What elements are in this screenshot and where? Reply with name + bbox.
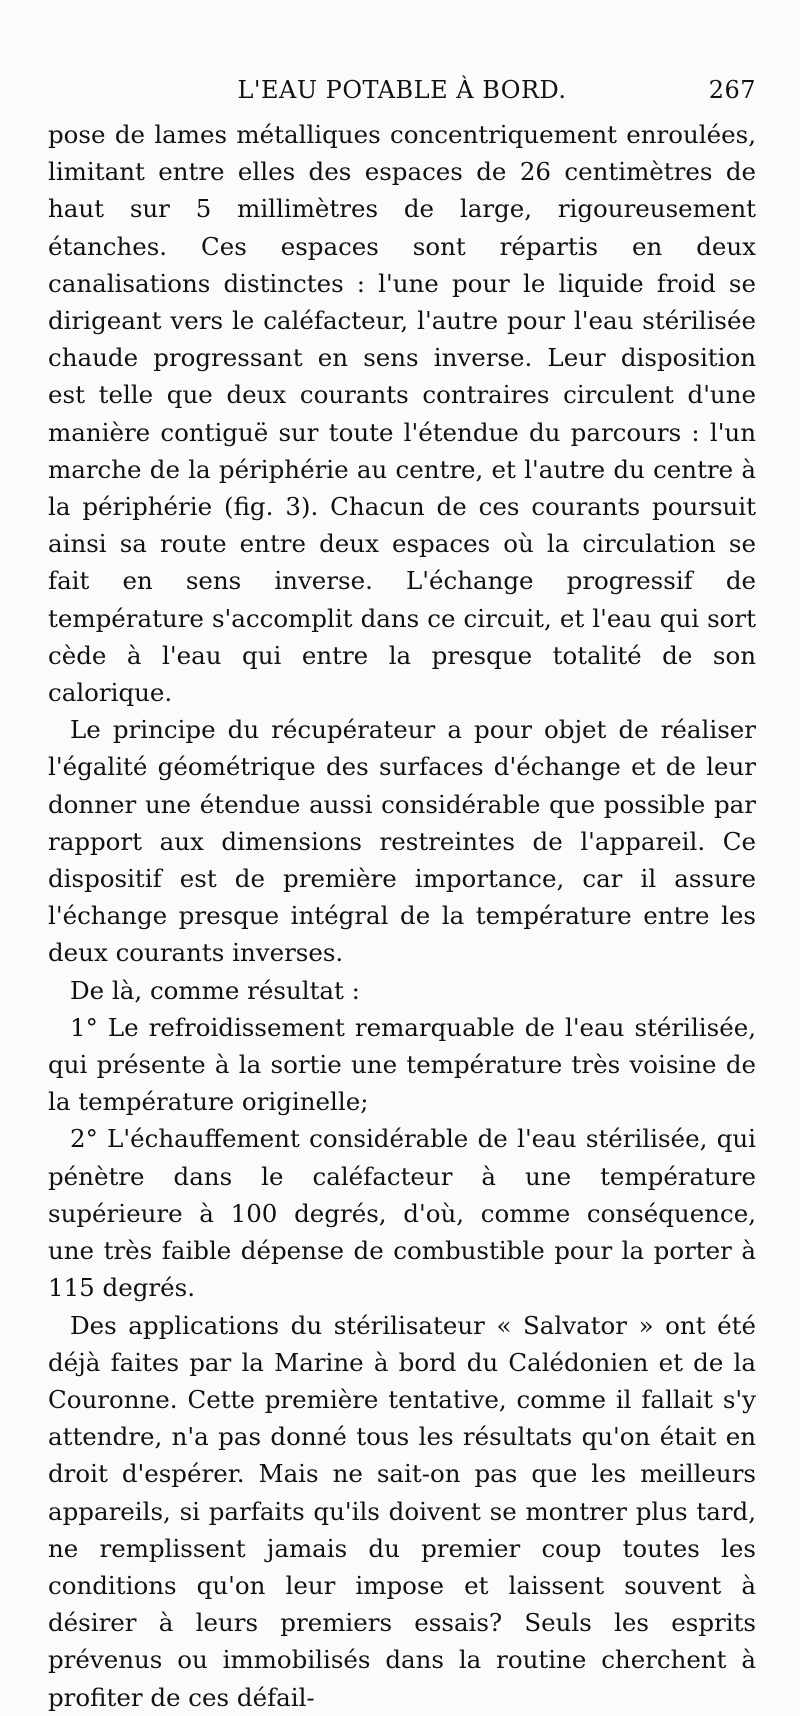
list-item: 1° Le refroidissement remarquable de l'eau stérilisée, qui présente à la sortie une température très voisine de la température originelle; bbox=[48, 1012, 756, 1117]
paragraph: Le principe du récupérateur a pour objet de réaliser l'égalité géométrique des surfaces d'échange et de leur donner une étendue aussi considérable que possible par rapport aux dimensions restreintes de l'appareil. Ce dispositif est de première importance, car il assure l'échange presque intégral de la température entre les deux courants inverses. bbox=[48, 715, 756, 968]
paragraph: De là, comme résultat : bbox=[70, 975, 360, 1005]
running-header bbox=[48, 70, 756, 116]
body-text bbox=[48, 116, 756, 1716]
list-item: 2° L'échauffement considérable de l'eau stérilisée, qui pénètre dans le caléfacteur à une température supérieure à 100 degrés, d'où, comme conséquence, une très faible dépense de combustible pour la porter à 115 degrés. bbox=[48, 1124, 756, 1303]
paragraph: pose de lames métalliques concentriquement enroulées, limitant entre elles des espaces de 26 centimètres de haut sur 5 millimètres de large, rigoureusement étanches. Ces espaces sont répartis en deux canalisations distinctes : l'une pour le liquide froid se dirigeant vers le caléfacteur, l'autre pour l'eau stérilisée chaude progressant en sens inverse. Leur disposition est telle que deux courants contraires circulent d'une manière contiguë sur toute l'étendue du parcours : l'un marche de la périphérie au centre, et l'autre du centre à la périphérie (fig. 3). Chacun de ces courants poursuit ainsi sa route entre deux espaces où la circulation se fait en sens inverse. L'échange progressif de température s'accomplit dans ce circuit, et l'eau qui sort cède à l'eau qui entre la presque totalité de son calorique. bbox=[48, 120, 756, 708]
book-page bbox=[48, 70, 756, 1716]
page-number: 267 bbox=[708, 76, 756, 104]
paragraph: Des applications du stérilisateur « Salvator » ont été déjà faites par la Marine à bord du Calédonien et de la Couronne. Cette première tentative, comme il fallait s'y attendre, n'a pas donné tous les résultats qu'on était en droit d'espérer. Mais ne sait-on pas que les meilleurs appareils, si parfaits qu'ils doivent se montrer plus tard, ne remplissent jamais du premier coup toutes les conditions qu'on leur impose et laissent souvent à désirer à leurs premiers essais? Seuls les esprits prévenus ou immobilisés dans la routine cherchent à profiter de ces défail- bbox=[48, 1310, 756, 1712]
running-title: L'EAU POTABLE À BORD. bbox=[237, 76, 567, 104]
